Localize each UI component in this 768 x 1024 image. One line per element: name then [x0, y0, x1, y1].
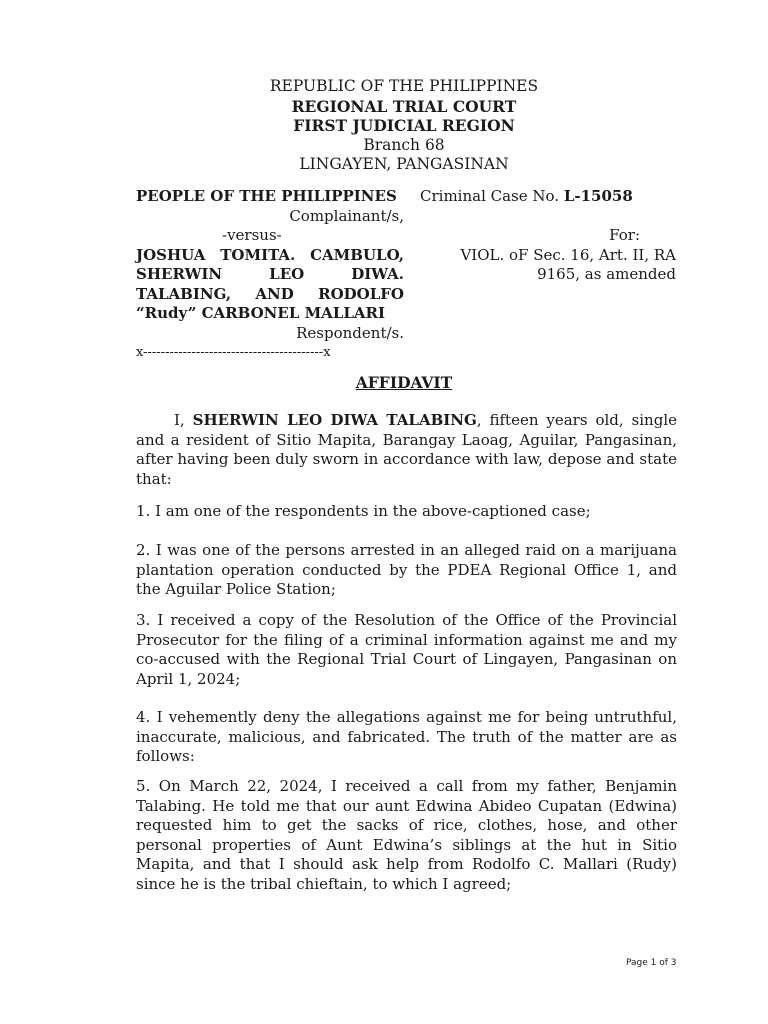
accused-line: “Rudy” CARBONEL MALLARI — [136, 304, 386, 322]
judicial-region: FIRST JUDICIAL REGION — [293, 116, 515, 135]
intro-prefix: I, — [174, 411, 193, 429]
intro-paragraph — [136, 411, 677, 489]
court-header — [0, 77, 768, 175]
paragraph-5: 5. On March 22, 2024, I received a call from my father, Benjamin Talabing. He told me that our aunt Edwina Abideo Cupatan (Edwina) requested him to get the sacks of rice, clothes, hose, and other personal properties of Aunt Edwina’s siblings at the hut in Sitio Mapita, and that I should ask help from Rodolfo C. Mallari (Rudy) since he is the tribal chieftain, to which I agreed; — [136, 777, 677, 893]
paragraph-2: 2. I was one of the persons arrested in an alleged raid on a marijuana plantation operation conducted by the PDEA Regional Office 1, and the Aguilar Police Station; — [136, 541, 677, 599]
accused-line: JOSHUA TOMITA. CAMBULO, — [136, 245, 404, 264]
document-title: AFFIDAVIT — [355, 373, 453, 392]
court-name: REGIONAL TRIAL COURT — [291, 96, 517, 116]
versus-label: -versus- — [222, 226, 282, 244]
affiant-name: SHERWIN LEO DIWA TALABING — [192, 411, 477, 429]
plaintiff-name: PEOPLE OF THE PHILIPPINES — [136, 187, 397, 205]
paragraph-3: 3. I received a copy of the Resolution of the Office of the Provincial Prosecutor for the filing of a criminal information against me and my co-accused with the Regional Trial Court of Lingayen, Pangasinan on April 1, 2024; — [136, 611, 677, 688]
for-label: For: — [609, 226, 640, 244]
page-number: Page 1 of 3 — [626, 958, 677, 968]
paragraph-1: 1. I am one of the respondents in the above-captioned case; — [136, 502, 591, 520]
republic-line: REPUBLIC OF THE PHILIPPINES — [269, 77, 539, 95]
paragraph-4: 4. I vehemently deny the allegations against me for being untruthful, inaccurate, malicious, and fabricated. The truth of the matter are as follows: — [136, 708, 677, 766]
intro-text: , fifteen years old, single and a resident of Sitio Mapita, Barangay Laoag, Aguilar, Pangasinan, after having been duly sworn in accordance with law, depose and state that: — [136, 411, 677, 488]
accused-line: TALABING, AND RODOLFO — [136, 284, 404, 303]
case-caption — [136, 187, 676, 360]
court-location: LINGAYEN, PANGASINAN — [299, 155, 509, 173]
accused-line: SHERWIN LEO DIWA. — [136, 265, 404, 283]
case-info-block — [404, 187, 676, 285]
case-number-line — [404, 187, 676, 207]
complainant-label: Complainant/s, — [289, 206, 404, 225]
case-number: L-15058 — [563, 187, 633, 205]
offense-line: 9165, as amended — [537, 265, 676, 283]
parties-block — [136, 187, 404, 363]
branch-line: Branch 68 — [363, 135, 445, 154]
caption-separator: x-----------------------------------------x — [136, 345, 331, 360]
offense-line: VIOL. oF Sec. 16, Art. II, RA — [460, 245, 676, 264]
case-number-label: Criminal Case No. — [420, 187, 560, 205]
respondent-label: Respondent/s. — [296, 323, 404, 342]
